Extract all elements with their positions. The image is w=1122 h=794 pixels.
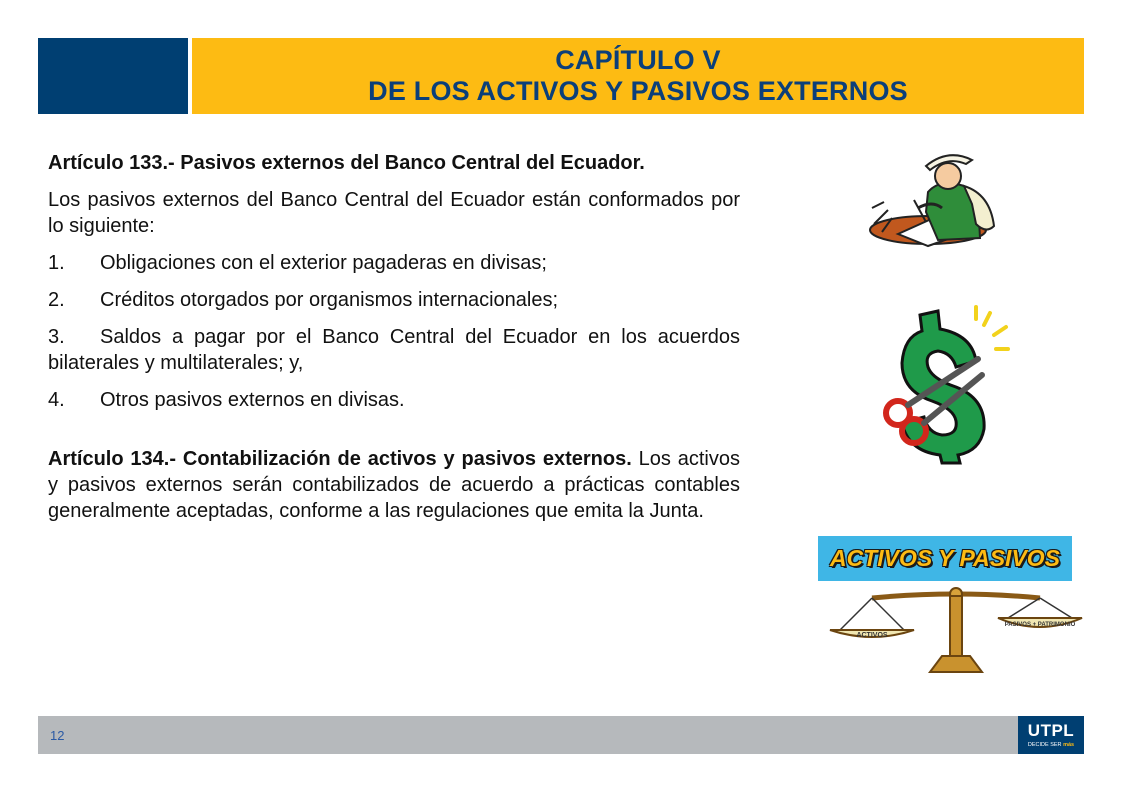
list-item	[48, 387, 740, 413]
article-133-title: Artículo 133.- Pasivos externos del Banco Central del Ecuador.	[48, 152, 645, 174]
article-134-title: Artículo 134.- Contabilización de activos y pasivos externos.	[48, 448, 632, 470]
logo-tagline: DECIDE SER más	[1027, 741, 1075, 748]
logo-text: UTPL	[1027, 720, 1075, 740]
dollar-scissors-icon	[880, 305, 1010, 465]
banner-label: ACTIVOS Y PASIVOS	[829, 545, 1061, 571]
list-item-number: 3.	[48, 326, 65, 348]
balance-scale-icon	[822, 584, 1090, 676]
article-134	[48, 446, 740, 524]
article-133-intro: Los pasivos externos del Banco Central del Ecuador están conformados por lo siguiente:	[48, 189, 740, 237]
list-item-number: 1.	[48, 252, 65, 274]
footer-bar	[38, 716, 1084, 754]
article-134-body: Los activos y pasivos externos serán contabilizados de acuerdo a prácticas contables generalmente aceptadas, conforme a las regulaciones que emita la Junta.	[48, 448, 741, 522]
page-number: 12	[50, 728, 65, 743]
list-item	[48, 287, 740, 313]
utpl-logo	[1018, 716, 1084, 754]
header-blue-block	[38, 38, 188, 114]
chapter-title: CAPÍTULO V	[555, 45, 721, 75]
list-item-text: Saldos a pagar por el Banco Central del Ecuador en los acuerdos bilaterales y multilaterales; y,	[48, 326, 740, 374]
list-item-text: Obligaciones con el exterior pagaderas en divisas;	[100, 252, 547, 274]
list-item-text: Otros pasivos externos en divisas.	[100, 389, 405, 411]
list-item-text: Créditos otorgados por organismos internacionales;	[100, 289, 559, 311]
scale-left-label: ACTIVOS	[856, 632, 888, 639]
main-content	[48, 150, 740, 535]
list-item	[48, 250, 740, 276]
list-item-number: 4.	[48, 389, 65, 411]
list-item-number: 2.	[48, 289, 65, 311]
activos-pasivos-banner	[818, 536, 1072, 581]
spacer	[48, 424, 740, 446]
list-item	[48, 324, 740, 376]
writer-clipart-icon	[868, 142, 1002, 258]
scale-right-label: PASIVOS + PATRIMONIO	[1004, 622, 1076, 628]
page-title	[192, 38, 1084, 114]
chapter-subtitle: DE LOS ACTIVOS Y PASIVOS EXTERNOS	[368, 76, 908, 106]
